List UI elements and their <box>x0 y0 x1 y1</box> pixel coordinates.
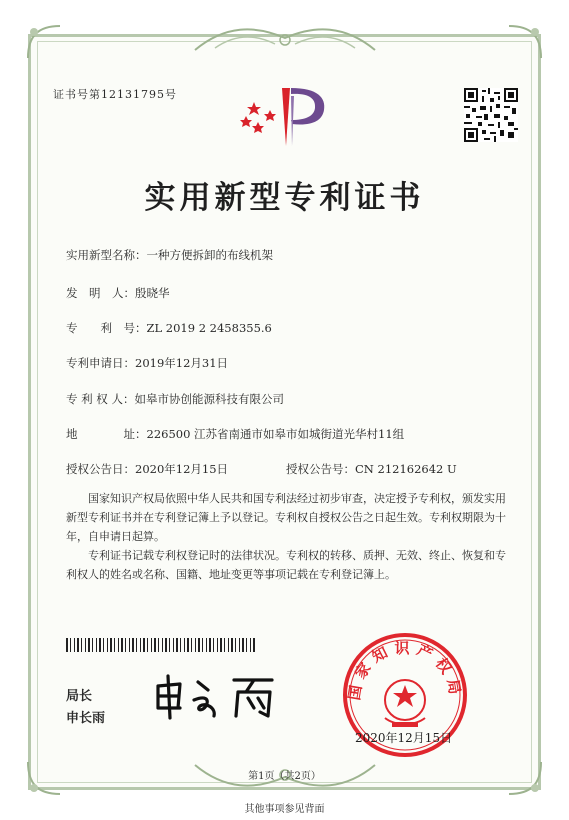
patentee-value: 如皋市协创能源科技有限公司 <box>134 392 284 406</box>
statement-paragraph-2: 专利证书记载专利权登记时的法律状况。专利权的转移、质押、无效、终止、恢复和专利权人的姓名或名称、国籍、地址变更等事项记载在专利登记簿上。 <box>66 549 506 581</box>
footer-note: 其他事项参见背面 <box>244 804 325 815</box>
inventor-label: 发 明 人： <box>66 286 135 300</box>
utility-model-name-value: 一种方便拆卸的布线机架 <box>146 248 273 262</box>
statement-paragraph-1: 国家知识产权局依照中华人民共和国专利法经过初步审查，决定授予专利权，颁发实用新型专利证书并在专利登记簿上予以登记。专利权自授权公告之日起生效。专利权期限为十年，自申请日起算。 <box>66 492 506 543</box>
field-grant-number <box>286 461 457 477</box>
seal-date: 2020年12月15日 <box>355 731 453 745</box>
address-label: 地 址： <box>66 427 147 441</box>
grant-number-label: 授权公告号： <box>286 462 355 476</box>
field-patentee <box>66 391 284 407</box>
barcode <box>66 638 256 652</box>
corner-ornament-tr <box>505 22 545 62</box>
field-filing-date <box>66 355 228 371</box>
corner-ornament-tl <box>24 22 64 62</box>
field-utility-model-name <box>66 247 273 263</box>
utility-model-name-label: 实用新型名称： <box>66 248 147 262</box>
inventor-value: 殷晓华 <box>135 286 170 300</box>
grant-date-label: 授权公告日： <box>66 462 135 476</box>
filing-date-label: 专利申请日： <box>66 356 135 370</box>
qr-code <box>464 88 518 142</box>
top-ornament <box>185 20 385 60</box>
field-patent-number <box>66 320 272 336</box>
field-address <box>66 426 404 442</box>
grant-date-value: 2020年12月15日 <box>135 462 229 476</box>
grant-number-value: CN 212162642 U <box>355 462 457 476</box>
field-inventor <box>66 285 170 301</box>
patent-number-value: ZL 2019 2 2458355.6 <box>146 321 272 335</box>
director-title: 局长 <box>66 689 93 704</box>
certificate-number: 证书号第12131795号 <box>53 88 177 101</box>
patentee-label: 专 利 权 人： <box>66 392 135 406</box>
patent-number-label: 专 利 号： <box>66 321 147 335</box>
field-grant-date <box>66 461 228 477</box>
seal-text: 国家知识产权局 <box>345 639 465 702</box>
certificate-title: 实用新型专利证书 <box>144 180 425 216</box>
address-value: 226500 江苏省南通市如皋市如城街道光华村11组 <box>146 427 405 441</box>
page-number: 第1页（共2页） <box>248 771 321 782</box>
director-signature <box>150 672 300 722</box>
director-name: 申长雨 <box>66 711 106 726</box>
filing-date-value: 2019年12月31日 <box>135 356 229 370</box>
cnipa-logo <box>236 80 332 150</box>
